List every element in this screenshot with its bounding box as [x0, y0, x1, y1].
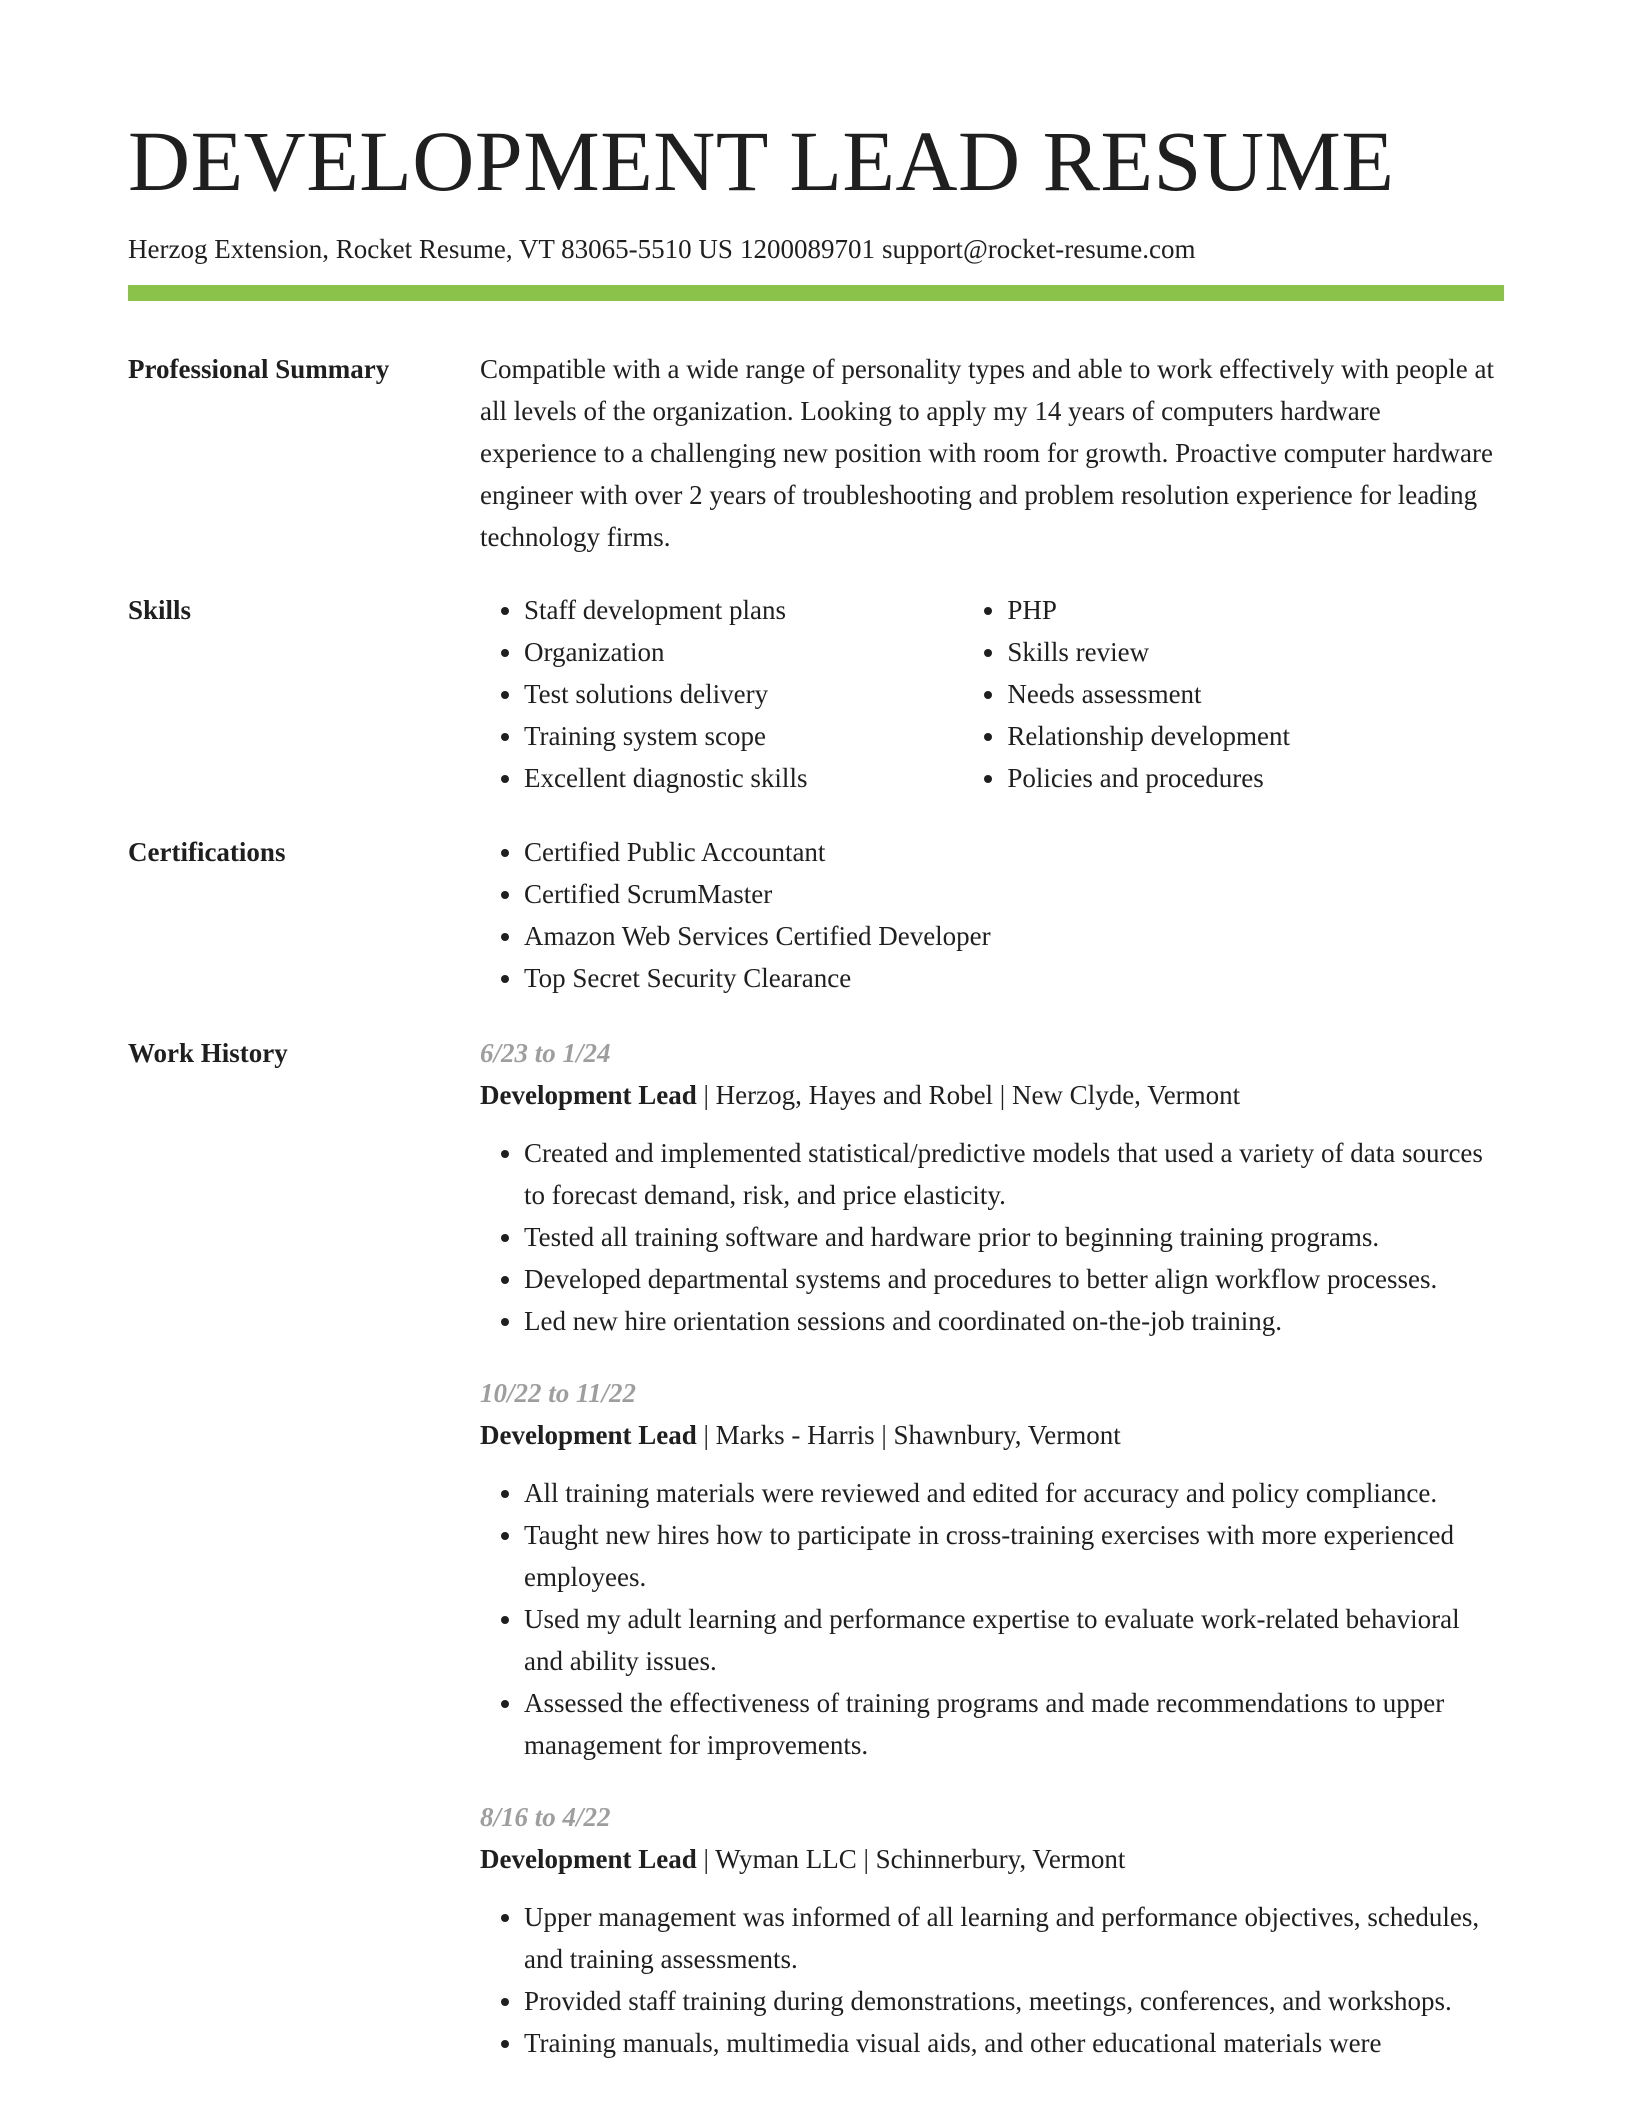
- summary-heading: Professional Summary: [128, 354, 390, 384]
- job-bullet: • Assessed the effectiveness of training programs and made recommendations to upper management for improvements.: [524, 1682, 1504, 1766]
- skill-item: • Test solutions delivery: [524, 673, 963, 715]
- skill-item: • Organization: [524, 631, 963, 673]
- summary-body: [480, 348, 1504, 558]
- job-title-line: [480, 1074, 1504, 1116]
- job-details: | Marks - Harris | Shawnbury, Vermont: [696, 1420, 1121, 1450]
- job-bullets: [480, 1472, 1504, 1766]
- header-divider: [128, 285, 1504, 301]
- certifications-list: [480, 831, 1504, 999]
- skill-item: • Skills review: [1007, 631, 1504, 673]
- job-title: Development Lead: [480, 1420, 697, 1450]
- job-entry: [480, 1796, 1504, 2064]
- job-entry: [480, 1372, 1504, 1766]
- skill-item: • Excellent diagnostic skills: [524, 757, 963, 799]
- job-bullet: • Created and implemented statistical/predictive models that used a variety of data sources to forecast demand, risk, and price elasticity.: [524, 1132, 1504, 1216]
- summary-text: Compatible with a wide range of personality types and able to work effectively with people at all levels of the organization. Looking to apply my 14 years of computers hardware experience to a challenging new position with room for growth. Proactive computer hardware engineer with over 2 years of troubleshooting and problem resolution experience for leading technology firms.: [480, 354, 1494, 552]
- job-title-line: [480, 1414, 1504, 1456]
- skill-item: • Staff development plans: [524, 589, 963, 631]
- skill-item: • Relationship development: [1007, 715, 1504, 757]
- job-details: | Wyman LLC | Schinnerbury, Vermont: [696, 1844, 1126, 1874]
- work-history-body: [480, 1032, 1504, 2094]
- job-title-line: [480, 1838, 1504, 1880]
- contact-address: Herzog Extension, Rocket Resume, VT 83065-5510 US: [128, 234, 733, 264]
- certifications-body: [480, 831, 1504, 999]
- skill-item: • Needs assessment: [1007, 673, 1504, 715]
- job-details: | Herzog, Hayes and Robel | New Clyde, Vermont: [696, 1080, 1241, 1110]
- contact-email: support@rocket-resume.com: [881, 234, 1196, 264]
- certification-item: • Certified Public Accountant: [524, 831, 1504, 873]
- skills-list-right: [963, 589, 1504, 799]
- job-dates: 8/16 to 4/22: [480, 1802, 611, 1832]
- job-bullet: • Used my adult learning and performance expertise to evaluate work-related behavioral and ability issues.: [524, 1598, 1504, 1682]
- job-bullet: • Taught new hires how to participate in cross-training exercises with more experienced employees.: [524, 1514, 1504, 1598]
- job-bullets: [480, 1132, 1504, 1342]
- job-dates: 6/23 to 1/24: [480, 1038, 611, 1068]
- job-bullet: • Tested all training software and hardware prior to beginning training programs.: [524, 1216, 1504, 1258]
- job-bullet: • Training manuals, multimedia visual aids, and other educational materials were: [524, 2022, 1504, 2064]
- certification-item: • Certified ScrumMaster: [524, 873, 1504, 915]
- work-history-heading: Work History: [128, 1038, 288, 1068]
- job-bullets: [480, 1896, 1504, 2064]
- job-bullet: • Provided staff training during demonstrations, meetings, conferences, and workshops.: [524, 1980, 1504, 2022]
- skill-item: • PHP: [1007, 589, 1504, 631]
- skill-item: • Training system scope: [524, 715, 963, 757]
- job-title: Development Lead: [480, 1844, 697, 1874]
- job-bullet: • Led new hire orientation sessions and coordinated on-the-job training.: [524, 1300, 1504, 1342]
- job-bullet: • Upper management was informed of all learning and performance objectives, schedules, and training assessments.: [524, 1896, 1504, 1980]
- resume-title: DEVELOPMENT LEAD RESUME: [128, 113, 1395, 209]
- job-entry: [480, 1032, 1504, 1342]
- job-bullet: • Developed departmental systems and procedures to better align workflow processes.: [524, 1258, 1504, 1300]
- certifications-heading: Certifications: [128, 837, 286, 867]
- job-title: Development Lead: [480, 1080, 697, 1110]
- job-dates: 10/22 to 11/22: [480, 1378, 637, 1408]
- contact-line: [128, 232, 1202, 266]
- skill-item: • Policies and procedures: [1007, 757, 1504, 799]
- job-bullet: • All training materials were reviewed and edited for accuracy and policy compliance.: [524, 1472, 1504, 1514]
- skills-list-left: [480, 589, 963, 799]
- certification-item: • Top Secret Security Clearance: [524, 957, 1504, 999]
- certification-item: • Amazon Web Services Certified Developer: [524, 915, 1504, 957]
- contact-phone: 1200089701: [739, 234, 875, 264]
- skills-body: [480, 589, 1504, 799]
- skills-heading: Skills: [128, 595, 192, 625]
